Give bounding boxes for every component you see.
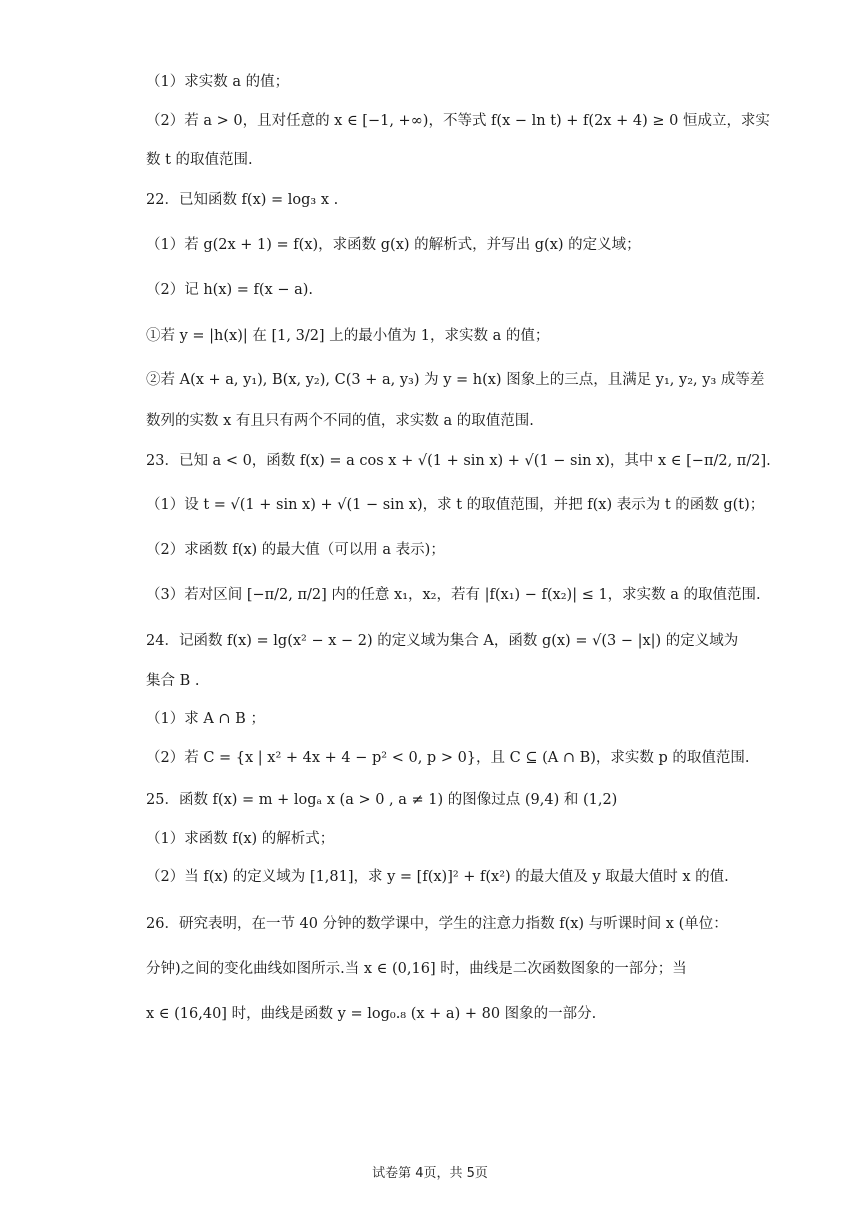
q24-stem-line1: 24．记函数 f(x) = lg(x² − x − 2) 的定义域为集合 A，函数 g(x) = √(3 − |x|) 的定义域为 — [146, 633, 739, 649]
q22-part2: （2）记 h(x) = f(x − a). — [146, 282, 314, 298]
q23-stem: 23．已知 a < 0，函数 f(x) = a cos x + √(1 + sin x) + √(1 − sin x)，其中 x ∈ [−π/2, π/2]. — [146, 453, 771, 469]
q26-stem-line3: x ∈ (16,40] 时，曲线是函数 y = log₀.₈ (x + a) + 80 图象的一部分. — [146, 1006, 597, 1022]
q22-part1: （1）若 g(2x + 1) = f(x)，求函数 g(x) 的解析式，并写出 g(x) 的定义域； — [146, 237, 641, 253]
q25-part1: （1）求函数 f(x) 的解析式； — [146, 831, 335, 847]
q21-part2-line2: 数 t 的取值范围. — [146, 152, 253, 168]
q22-sub2-line2: 数列的实数 x 有且只有两个不同的值，求实数 a 的取值范围. — [146, 413, 534, 429]
q21-part1: （1）求实数 a 的值； — [146, 74, 290, 90]
q24-part2: （2）若 C = {x | x² + 4x + 4 − p² < 0, p > 0}，且 C ⊆ (A ∩ B)，求实数 p 的取值范围. — [146, 750, 750, 766]
q23-part3: （3）若对区间 [−π/2, π/2] 内的任意 x₁，x₂，若有 |f(x₁) − f(x₂)| ≤ 1，求实数 a 的取值范围. — [146, 587, 761, 603]
q22-sub2-line1: ②若 A(x + a, y₁), B(x, y₂), C(3 + a, y₃) 为 y = h(x) 图象上的三点，且满足 y₁, y₂, y₃ 成等差 — [146, 372, 765, 388]
q24-part1: （1）求 A ∩ B ； — [146, 711, 265, 727]
q24-stem-line2: 集合 B . — [146, 673, 200, 689]
q25-part2: （2）当 f(x) 的定义域为 [1,81]，求 y = [f(x)]² + f(x²) 的最大值及 y 取最大值时 x 的值. — [146, 869, 729, 885]
page-footer: 试卷第 4页，共 5页 — [372, 1166, 488, 1181]
q23-part2: （2）求函数 f(x) 的最大值（可以用 a 表示)； — [146, 542, 445, 558]
q25-stem: 25．函数 f(x) = m + logₐ x (a > 0 , a ≠ 1) 的图像过点 (9,4) 和 (1,2) — [146, 792, 618, 808]
q22-sub1: ①若 y = |h(x)| 在 [1, 3/2] 上的最小值为 1，求实数 a 的值； — [146, 328, 550, 344]
q26-stem-line2: 分钟)之间的变化曲线如图所示.当 x ∈ (0,16] 时，曲线是二次函数图象的一部分；当 — [146, 961, 687, 977]
q26-stem-line1: 26．研究表明，在一节 40 分钟的数学课中，学生的注意力指数 f(x) 与听课时间 x (单位： — [146, 916, 728, 932]
q23-part1: （1）设 t = √(1 + sin x) + √(1 − sin x)，求 t 的取值范围，并把 f(x) 表示为 t 的函数 g(t)； — [146, 497, 765, 513]
q21-part2-line1: （2）若 a > 0，且对任意的 x ∈ [−1, +∞)，不等式 f(x − ln t) + f(2x + 4) ≥ 0 恒成立，求实 — [146, 113, 770, 129]
q22-stem: 22．已知函数 f(x) = log₃ x . — [146, 192, 339, 208]
